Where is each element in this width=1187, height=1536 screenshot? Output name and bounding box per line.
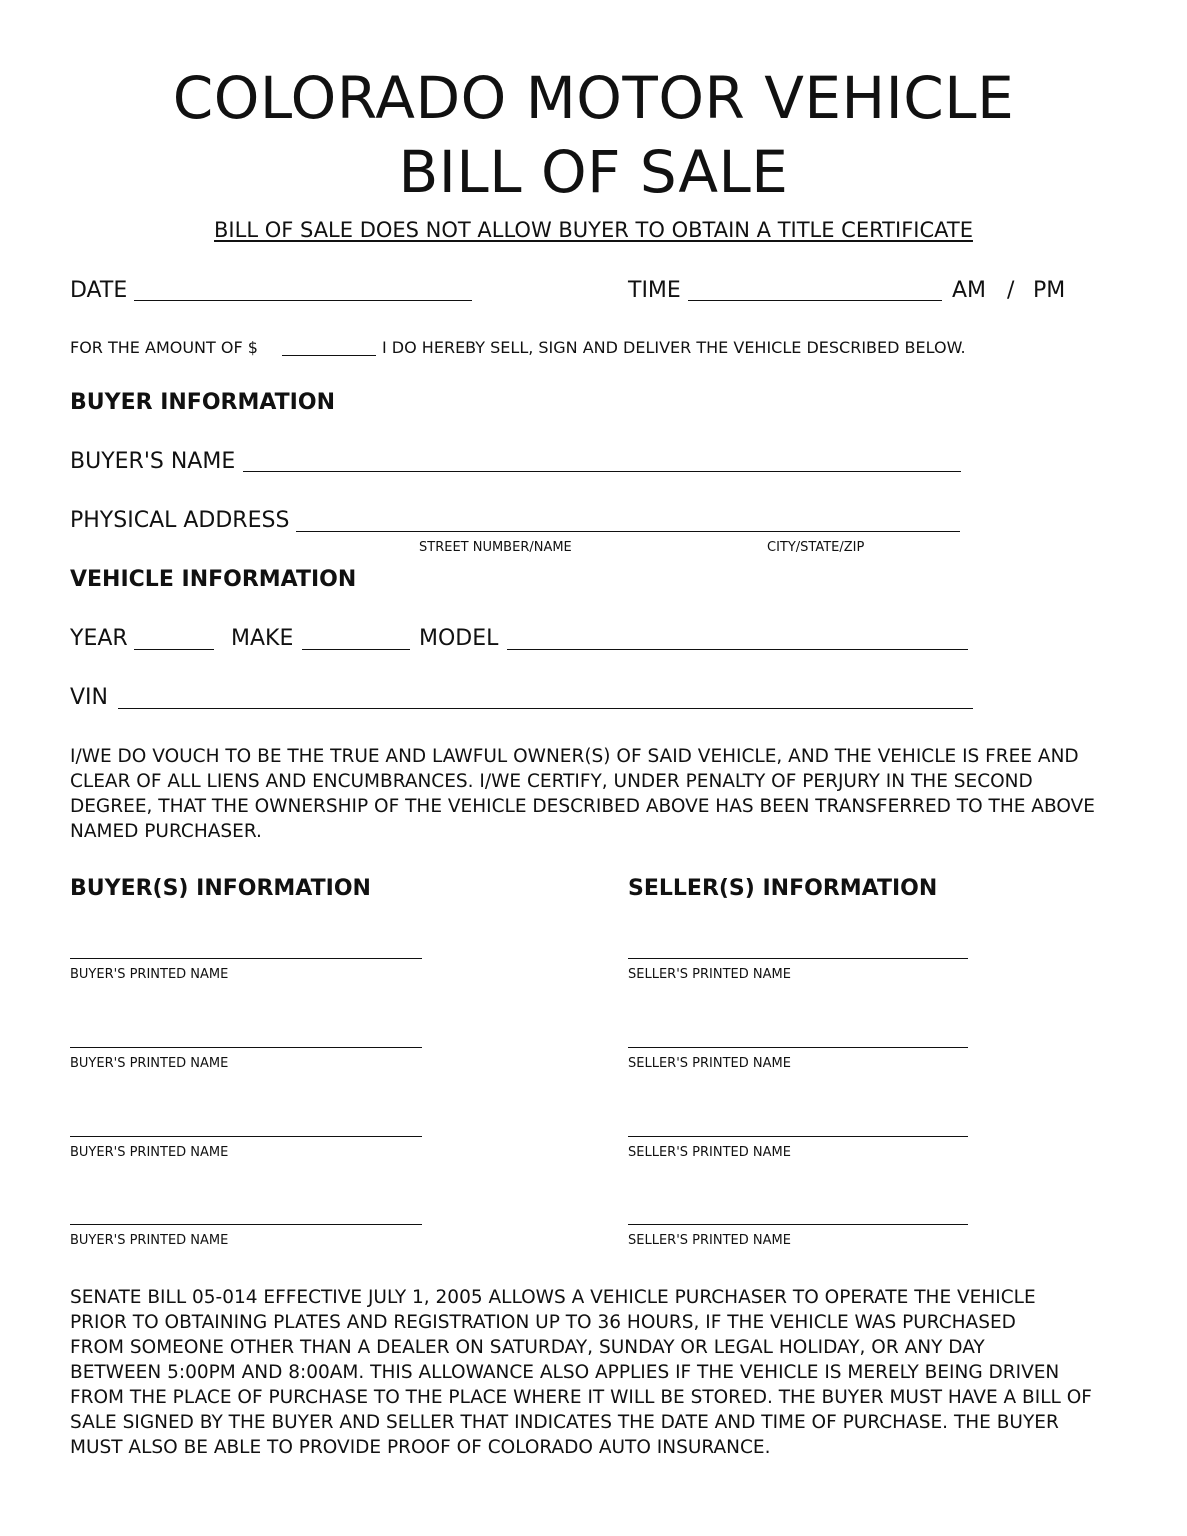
date-label: DATE: [70, 278, 128, 303]
buyers-name-field[interactable]: [243, 471, 961, 472]
form-title-line-1: COLORADO MOTOR VEHICLE: [172, 64, 1015, 132]
affidavit-line: DEGREE, THAT THE OWNERSHIP OF THE VEHICLE DESCRIBED ABOVE HAS BEEN TRANSFERRED TO THE ABOVE: [70, 796, 1095, 817]
vin-field[interactable]: [118, 708, 973, 709]
seller-printed-name-caption: SELLER'S PRINTED NAME: [628, 967, 791, 982]
senate-bill-line: SALE SIGNED BY THE BUYER AND SELLER THAT INDICATES THE DATE AND TIME OF PURCHASE. THE BUYER: [70, 1412, 1059, 1433]
amount-suffix: I DO HEREBY SELL, SIGN AND DELIVER THE VEHICLE DESCRIBED BELOW.: [382, 338, 966, 357]
model-field[interactable]: [507, 649, 968, 650]
seller-printed-name-caption: SELLER'S PRINTED NAME: [628, 1056, 791, 1071]
year-field[interactable]: [134, 649, 214, 650]
physical-address-label: PHYSICAL ADDRESS: [70, 508, 290, 533]
make-label: MAKE: [231, 626, 294, 651]
physical-address-field[interactable]: [296, 531, 960, 532]
affidavit-line: NAMED PURCHASER.: [70, 821, 262, 842]
am-option[interactable]: AM: [952, 278, 987, 303]
form-title-line-2: BILL OF SALE: [398, 138, 789, 206]
seller-printed-name-caption: SELLER'S PRINTED NAME: [628, 1145, 791, 1160]
buyer-information-heading: BUYER INFORMATION: [70, 390, 335, 415]
am-pm-separator: /: [1007, 278, 1015, 303]
city-state-zip-caption: CITY/STATE/ZIP: [767, 540, 865, 555]
buyer-printed-name-caption: BUYER'S PRINTED NAME: [70, 1233, 229, 1248]
affidavit-line: I/WE DO VOUCH TO BE THE TRUE AND LAWFUL OWNER(S) OF SAID VEHICLE, AND THE VEHICLE IS FREE AND: [70, 746, 1079, 767]
amount-field[interactable]: [282, 355, 376, 356]
sellers-information-heading: SELLER(S) INFORMATION: [628, 876, 938, 901]
senate-bill-line: MUST ALSO BE ABLE TO PROVIDE PROOF OF COLORADO AUTO INSURANCE.: [70, 1437, 771, 1458]
pm-option[interactable]: PM: [1033, 278, 1066, 303]
seller-printed-name-field[interactable]: [628, 958, 968, 959]
senate-bill-line: BETWEEN 5:00PM AND 8:00AM. THIS ALLOWANCE ALSO APPLIES IF THE VEHICLE IS MERELY BEING DRIVEN: [70, 1362, 1060, 1383]
affidavit-paragraph: [70, 744, 1095, 844]
vin-label: VIN: [70, 685, 108, 710]
buyer-printed-name-field[interactable]: [70, 1224, 422, 1225]
buyers-name-label: BUYER'S NAME: [70, 449, 236, 474]
time-field[interactable]: [688, 300, 942, 301]
buyer-printed-name-caption: BUYER'S PRINTED NAME: [70, 967, 229, 982]
seller-printed-name-caption: SELLER'S PRINTED NAME: [628, 1233, 791, 1248]
form-subtitle: BILL OF SALE DOES NOT ALLOW BUYER TO OBTAIN A TITLE CERTIFICATE: [214, 218, 973, 242]
date-field[interactable]: [134, 300, 472, 301]
buyer-printed-name-caption: BUYER'S PRINTED NAME: [70, 1056, 229, 1071]
year-label: YEAR: [70, 626, 128, 651]
senate-bill-line: SENATE BILL 05-014 EFFECTIVE JULY 1, 2005 ALLOWS A VEHICLE PURCHASER TO OPERATE THE VEHICLE: [70, 1287, 1036, 1308]
model-label: MODEL: [419, 626, 499, 651]
vehicle-information-heading: VEHICLE INFORMATION: [70, 567, 357, 592]
senate-bill-line: PRIOR TO OBTAINING PLATES AND REGISTRATION UP TO 36 HOURS, IF THE VEHICLE WAS PURCHASED: [70, 1312, 1016, 1333]
senate-bill-paragraph: [70, 1285, 1092, 1460]
street-caption: STREET NUMBER/NAME: [419, 540, 572, 555]
affidavit-line: CLEAR OF ALL LIENS AND ENCUMBRANCES. I/WE CERTIFY, UNDER PENALTY OF PERJURY IN THE SECOND: [70, 771, 1033, 792]
senate-bill-line: FROM THE PLACE OF PURCHASE TO THE PLACE WHERE IT WILL BE STORED. THE BUYER MUST HAVE A BILL OF: [70, 1387, 1092, 1408]
amount-prefix: FOR THE AMOUNT OF $: [70, 338, 258, 357]
buyer-printed-name-field[interactable]: [70, 1136, 422, 1137]
buyers-information-heading: BUYER(S) INFORMATION: [70, 876, 371, 901]
buyer-printed-name-caption: BUYER'S PRINTED NAME: [70, 1145, 229, 1160]
seller-printed-name-field[interactable]: [628, 1047, 968, 1048]
senate-bill-line: FROM SOMEONE OTHER THAN A DEALER ON SATURDAY, SUNDAY OR LEGAL HOLIDAY, OR ANY DAY: [70, 1337, 985, 1358]
seller-printed-name-field[interactable]: [628, 1224, 968, 1225]
make-field[interactable]: [302, 649, 410, 650]
buyer-printed-name-field[interactable]: [70, 958, 422, 959]
time-label: TIME: [628, 278, 681, 303]
seller-printed-name-field[interactable]: [628, 1136, 968, 1137]
buyer-printed-name-field[interactable]: [70, 1047, 422, 1048]
